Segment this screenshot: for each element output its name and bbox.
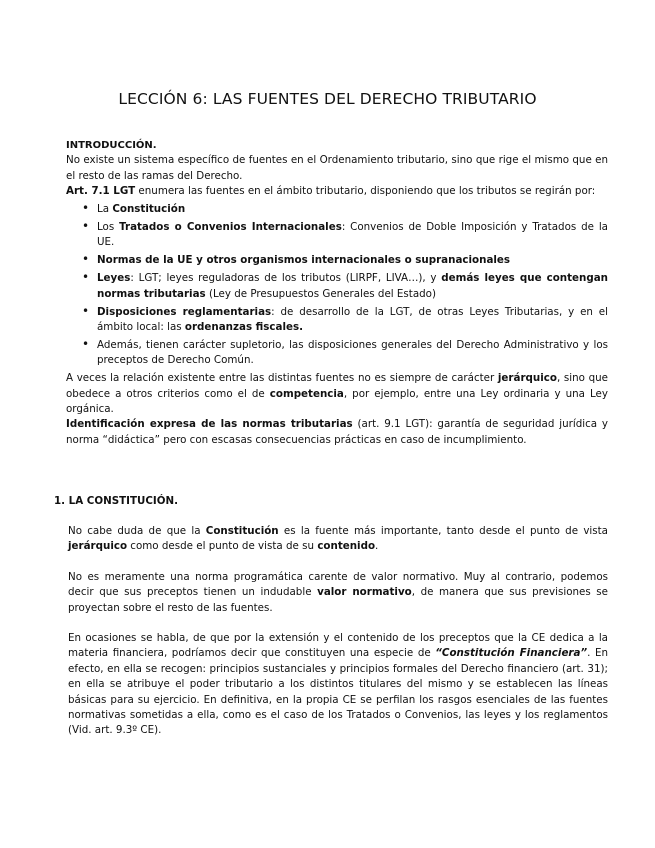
section-1-paragraph — [68, 570, 608, 616]
bold-text: demás leyes que contengan normas tributarias — [97, 272, 608, 300]
intro-paragraph-3 — [66, 371, 608, 417]
text-segment: como desde el punto de vista de su — [127, 540, 318, 553]
text-segment: , de manera que sus previsiones se proyectan sobre el resto de las fuentes. — [68, 586, 608, 614]
text-segment: (Ley de Presupuestos Generales del Estado) — [205, 287, 436, 300]
bold-text: Normas de la UE y otros organismos internacionales o supranacionales — [97, 254, 511, 267]
introduction-section — [66, 138, 608, 448]
section-1-paragraph — [68, 524, 608, 555]
text-segment: : LGT; leyes reguladoras de los tributos (LIRPF, LIVA…), y — [130, 272, 442, 285]
text-segment: . En efecto, en ella se recogen: principios sustanciales y principios formales del Derecho financiero (art. 31); en ella se atribuye el poder tributario a los distintos titulares del mismo y se establecen las líneas básicas para su ejercicio. En definitiva, en la propia CE se perfilan los rasgos esenciales de las fuentes normativas sometidas a ella, como es el caso de los Tratados o Convenios, las leyes y los reglamentos (Vid. art. 9.3º CE). — [68, 647, 608, 737]
bullet-icon: • — [82, 336, 90, 351]
text-segment: Además, tienen carácter supletorio, las disposiciones generales del Derecho Administrativo y los preceptos de Derecho Común. — [97, 338, 608, 367]
bold-text: Constitución — [112, 203, 186, 216]
sources-list-item — [66, 338, 608, 369]
text-segment: No cabe duda de que la — [68, 525, 206, 537]
bold-text: Disposiciones reglamentarias — [97, 305, 272, 318]
text-segment: (art. 9.1 LGT): garantía de seguridad jurídica y norma “didáctica” pero con escasas consecuencias prácticas en caso de incumplimiento. — [66, 418, 608, 446]
text-segment: , por ejemplo, entre una Ley ordinaria y una Ley orgánica. — [66, 387, 608, 415]
intro-paragraph-1: No existe un sistema específico de fuentes en el Ordenamiento tributario, sino que rige el mismo que en el resto de las ramas del Derecho. — [66, 154, 608, 182]
text-segment: : Convenios de Doble Imposición y Tratados de la UE. — [97, 221, 608, 249]
text-segment: . — [375, 540, 379, 553]
bullet-icon: • — [82, 201, 90, 216]
sources-list-item — [66, 253, 608, 268]
text-segment: No es meramente una norma programática carente de valor normativo. Muy al contrario, podemos decir que sus preceptos tienen un indudable — [68, 570, 608, 599]
bold-text: “Constitución Financiera” — [435, 647, 588, 660]
bold-text: valor normativo — [317, 586, 412, 599]
intro-paragraph-2 — [66, 184, 608, 199]
bold-text: Tratados o Convenios Internacionales — [119, 221, 342, 234]
bold-text: Constitución — [205, 525, 279, 537]
bold-text: Leyes — [97, 272, 131, 285]
text-segment: La — [97, 203, 113, 216]
sources-list-item — [66, 220, 608, 251]
text-segment: A veces la relación existente entre las distintas fuentes no es siempre de carácter — [66, 372, 498, 385]
bold-text: contenido — [317, 540, 376, 553]
text-segment: : de desarrollo de la LGT, de otras Leyes Tributarias, y en el ámbito local: las — [97, 305, 608, 333]
section-1-paragraph — [68, 631, 608, 739]
bold-text: jerárquico — [497, 372, 557, 385]
text-segment: es la fuente más importante, tanto desde el punto de vista — [278, 525, 608, 537]
sources-list-item — [66, 202, 608, 217]
introduction-heading: INTRODUCCIÓN. — [66, 140, 157, 151]
bullet-icon: • — [82, 252, 90, 267]
bold-text: Identificación expresa de las normas tributarias — [66, 418, 353, 431]
text-segment: En ocasiones se habla, de que por la extensión y el contenido de los preceptos que la CE dedica a la materia financiera, podríamos decir que constituyen una especie de — [68, 632, 608, 660]
sources-list — [66, 202, 608, 369]
bold-text: jerárquico — [68, 540, 128, 553]
text-segment: , sino que obedece a otros criterios como el de — [66, 372, 608, 400]
intro-paragraph-4 — [66, 417, 608, 448]
bullet-icon: • — [82, 303, 90, 318]
bullet-icon: • — [82, 219, 90, 234]
lesson-title: LECCIÓN 6: LAS FUENTES DEL DERECHO TRIBUTARIO — [118, 90, 537, 108]
section-1-heading: 1. LA CONSTITUCIÓN. — [54, 495, 179, 507]
section-1-body — [68, 524, 608, 754]
intro-paragraph-2-text: enumera las fuentes en el ámbito tributario, disponiendo que los tributos se regirán por: — [135, 185, 596, 198]
art-7-1-reference: Art. 7.1 LGT — [66, 185, 136, 198]
bold-text: competencia — [269, 387, 344, 400]
bullet-icon: • — [82, 270, 90, 285]
sources-list-item — [66, 271, 608, 302]
bold-text: ordenanzas fiscales. — [184, 320, 304, 333]
text-segment: Los — [97, 221, 120, 234]
sources-list-item — [66, 305, 608, 336]
